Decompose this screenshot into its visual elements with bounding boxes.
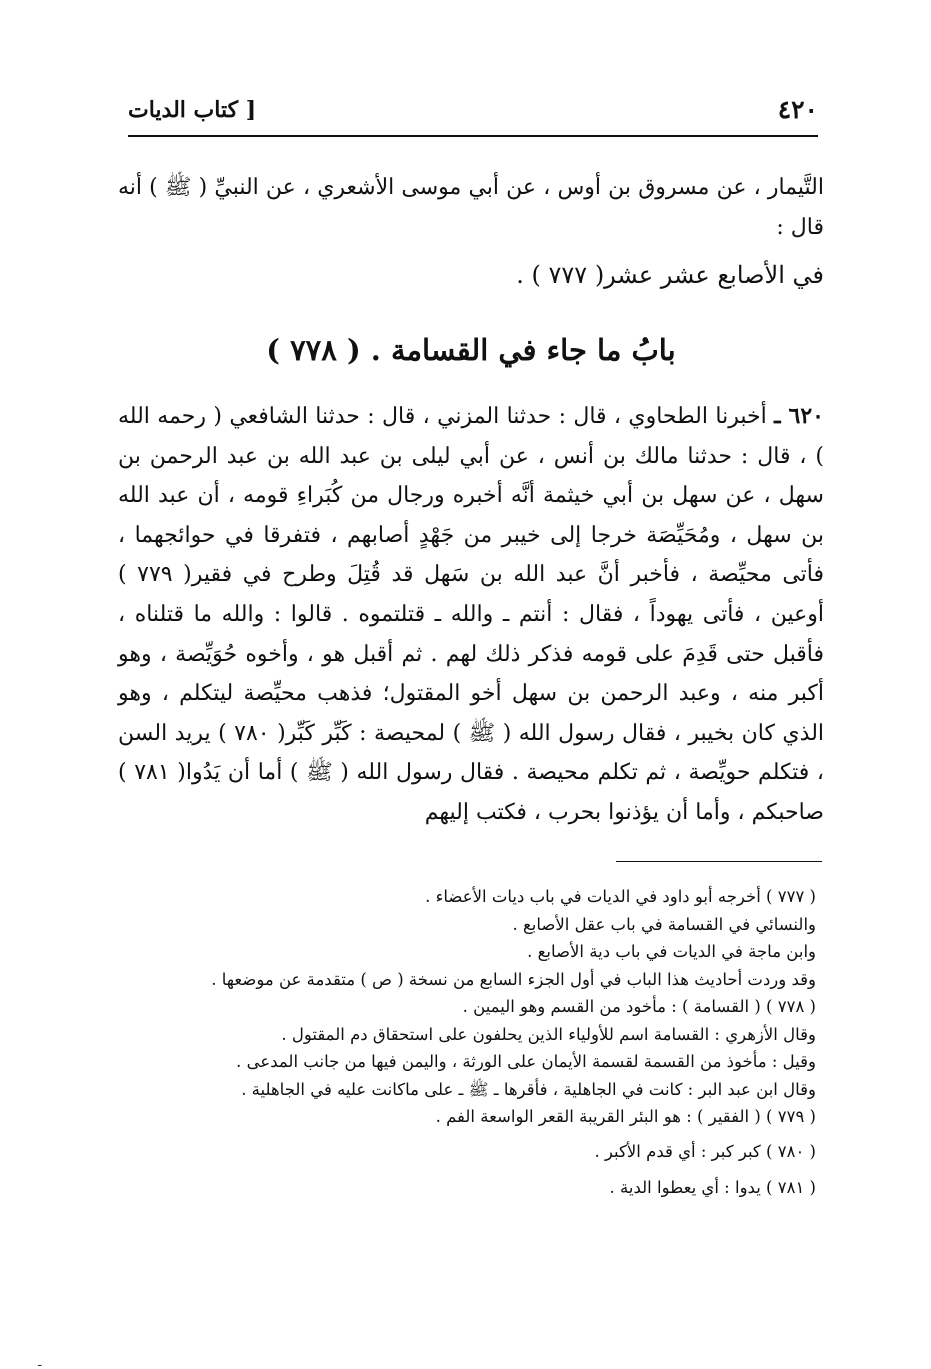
header-divider — [128, 135, 818, 137]
footnote-line: ( ٧٧٩ ) ( الفقير ) : هو البئر القريبة القعر الواسعة الفم . — [435, 1107, 816, 1126]
footnote-line: وقال الأزهري : القسامة اسم للأولياء الذين يحلفون على استحقاق دم المقتول . — [281, 1024, 816, 1044]
hadith-paragraph — [118, 397, 824, 833]
footnote-line: وقد وردت أحاديث هذا الباب في أول الجزء السابع من نسخة ( ص ) متقدمة عن موضعها . — [211, 969, 816, 989]
footnote-line: ( ٧٧٧ ) أخرجه أبو داود في الديات في باب ديات الأعضاء . — [425, 887, 816, 906]
footnote-line: ( ٧٨١ ) يدوا : أي يعطوا الدية . — [609, 1178, 816, 1197]
hadith-text: أخبرنا الطحاوي ، قال : حدثنا المزني ، قال : حدثنا الشافعي ( رحمه الله ) ، قال : حدثنا مالك بن أنس ، عن أبي ليلى بن عبد الله بن عبد الرحمن بن سهل ، عن سهل بن أبي خيثمة أنَّه أخبره ورجال من كُبَراءِ قومه ، أن عبد الله بن سهل ، ومُحَيِّصَة خرجا إلى خيبر من جَهْدٍ أصابهم ، فتفرقا في حوائجهما ، فأتى محيِّصة ، فأخبر أنَّ عبد الله بن سَهل قد قُتِلَ وطرح في فقير( ٧٧٩ ) أوعين ، فأتى يهوداً ، فقال : أنتم ـ والله ـ قتلتموه . قالوا : والله ما قتلناه ، فأقبل حتى قَدِمَ على قومه فذكر ذلك لهم . ثم أقبل هو ، وأخوه حُوَيِّصة ، وهو أكبر منه ، وعبد الرحمن بن سهل أخو المقتول؛ فذهب محيِّصة ليتكلم ، وهو الذي كان بخيبر ، فقال رسول الله ( ﷺ ) لمحيصة : كَبِّر كَبِّر( ٧٨٠ ) يريد السن ، فتكلم حويِّصة ، ثم تكلم محيصة . فقال رسول الله ( ﷺ ) أما أن يَدُوا( ٧٨١ ) صاحبكم ، وأما أن يؤذنوا بحرب ، فكتب إليهم — [118, 404, 825, 825]
footnote-line: وابن ماجة في الديات في باب دية الأصابع . — [527, 942, 816, 961]
footnote-line: وقيل : مأخوذ من القسمة لقسمة الأيمان على الورثة ، واليمن فيها من جانب المدعى . — [236, 1052, 816, 1071]
continuation-paragraph: التَّيمار ، عن مسروق بن أوس ، عن أبي موسى الأشعري ، عن النبيِّ ( ﷺ ) أنه قال : — [118, 175, 824, 240]
footnote-line: ( ٧٧٨ ) ( القسامة ) : مأخود من القسم وهو اليمين . — [462, 997, 816, 1016]
footnote-line: ( ٧٨٠ ) كبر كبر : أي قدم الأكبر . — [594, 1141, 816, 1161]
footnotes — [100, 883, 816, 1202]
running-title: [ كتاب الديات — [128, 97, 257, 123]
footnote-line: وقال ابن عبد البر : كانت في الجاهلية ، فأقرها ـ ﷺ ـ على ماكانت عليه في الجاهلية . — [241, 1079, 816, 1099]
chapter-title: بابُ ما جاء في القسامة . ( ٧٧٨ ) — [266, 333, 676, 367]
footnote-divider — [616, 861, 822, 862]
corner-mark: ـ — [38, 1355, 42, 1369]
hadith-statement: في الأصابع عشر عشر( ٧٧٧ ) . — [516, 261, 824, 289]
page-header — [128, 95, 818, 131]
footnote-line: والنسائي في القسامة في باب عقل الأصابع . — [512, 914, 816, 934]
hadith-number: ٦٢٠ ـ — [774, 403, 824, 429]
page-number: ٤٢٠ — [777, 95, 818, 124]
